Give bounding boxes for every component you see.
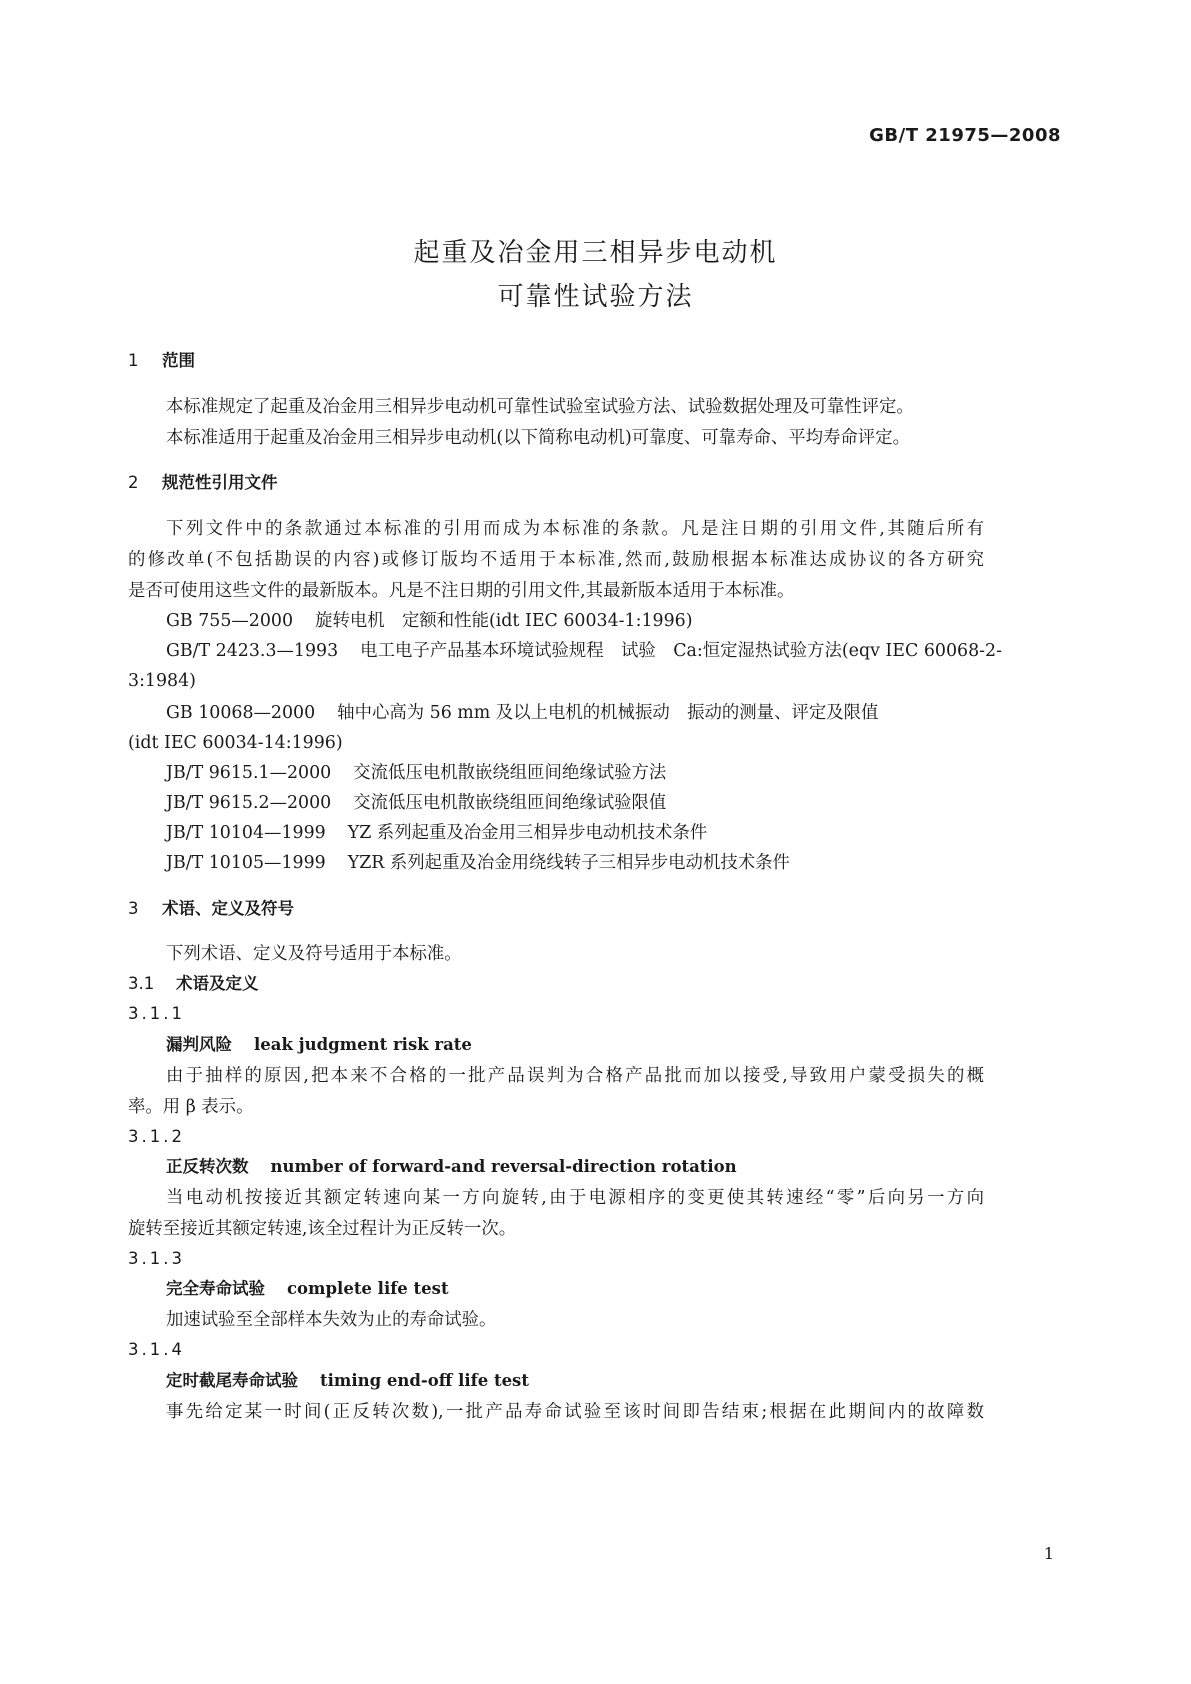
paragraph: 本标准适用于起重及冶金用三相异步电动机(以下简称电动机)可靠度、可靠寿命、平均寿命评定。 (166, 428, 910, 448)
section-title: 规范性引用文件 (162, 473, 278, 492)
page-number: 1 (1043, 1544, 1054, 1563)
term-definition: 旋转至接近其额定转速,该全过程计为正反转一次。 (128, 1219, 517, 1239)
term-cn: 正反转次数 (166, 1157, 249, 1176)
clause-number: 3.1.1 (128, 1004, 185, 1023)
clause-number: 3.1.4 (128, 1340, 185, 1359)
document-title-line2: 可靠性试验方法 (497, 282, 694, 312)
reference-code: JB/T 10105—1999 (166, 853, 326, 873)
term-en: number of forward-and reversal-direction rotation (270, 1157, 737, 1176)
reference-item (166, 762, 666, 784)
term-definition: 率。用 β 表示。 (128, 1097, 254, 1117)
subsection-number: 3.1 (128, 974, 155, 993)
reference-item (166, 822, 707, 844)
clause-number: 3.1.2 (128, 1127, 185, 1146)
paragraph: 是否可使用这些文件的最新版本。凡是不注日期的引用文件,其最新版本适用于本标准。 (128, 581, 795, 601)
subsection-3-1-heading (128, 973, 259, 995)
reference-item (166, 702, 878, 724)
section-title: 范围 (162, 351, 195, 370)
term-cn: 定时截尾寿命试验 (166, 1371, 298, 1390)
reference-code: JB/T 9615.2—2000 (166, 793, 332, 813)
reference-title: 旋转电机 定额和性能(idt IEC 60034-1:1996) (315, 611, 693, 631)
section-2-heading (128, 472, 278, 494)
term-en: timing end-off life test (320, 1371, 529, 1390)
paragraph: 的修改单(不包括勘误的内容)或修订版均不适用于本标准,然而,鼓励根据本标准达成协议的各方研究 (128, 550, 984, 570)
reference-continuation: 3:1984) (128, 671, 196, 691)
reference-code: GB 10068—2000 (166, 703, 316, 723)
reference-title: 交流低压电机散嵌绕组匝间绝缘试验方法 (353, 763, 667, 783)
reference-item (166, 852, 790, 874)
term-heading (166, 1370, 529, 1392)
reference-code: JB/T 10104—1999 (166, 823, 326, 843)
reference-code: GB 755—2000 (166, 611, 294, 631)
term-cn: 漏判风险 (166, 1035, 232, 1054)
reference-title: 轴中心高为 56 mm 及以上电机的机械振动 振动的测量、评定及限值 (337, 703, 879, 723)
clause-number: 3.1.3 (128, 1249, 185, 1268)
section-number: 1 (128, 351, 139, 370)
subsection-title: 术语及定义 (176, 974, 259, 993)
section-title: 术语、定义及符号 (162, 899, 294, 918)
term-cn: 完全寿命试验 (166, 1279, 265, 1298)
term-definition: 当电动机按接近其额定转速向某一方向旋转,由于电源相序的变更使其转速经“零”后向另一方向 (166, 1188, 984, 1208)
reference-title: YZR 系列起重及冶金用绕线转子三相异步电动机技术条件 (347, 853, 790, 873)
paragraph: 下列文件中的条款通过本标准的引用而成为本标准的条款。凡是注日期的引用文件,其随后所有 (166, 519, 984, 539)
term-heading (166, 1034, 472, 1056)
document-title-line1: 起重及冶金用三相异步电动机 (413, 238, 778, 268)
term-heading (166, 1156, 737, 1178)
term-definition: 事先给定某一时间(正反转次数),一批产品寿命试验至该时间即告结束;根据在此期间内的故障数 (166, 1402, 984, 1422)
term-definition: 加速试验至全部样本失效为止的寿命试验。 (166, 1310, 497, 1330)
standard-code: GB/T 21975—2008 (869, 125, 1061, 146)
reference-code: JB/T 9615.1—2000 (166, 763, 332, 783)
section-1-heading (128, 350, 195, 372)
paragraph: 下列术语、定义及符号适用于本标准。 (166, 944, 462, 964)
reference-item (166, 640, 1002, 662)
reference-continuation: (idt IEC 60034-14:1996) (128, 733, 343, 753)
reference-title: 交流低压电机散嵌绕组匝间绝缘试验限值 (353, 793, 667, 813)
term-heading (166, 1278, 449, 1300)
reference-item (166, 610, 693, 632)
term-en: complete life test (287, 1279, 449, 1298)
term-en: leak judgment risk rate (254, 1035, 472, 1054)
section-number: 2 (128, 473, 139, 492)
paragraph: 本标准规定了起重及冶金用三相异步电动机可靠性试验室试验方法、试验数据处理及可靠性评定。 (166, 397, 914, 417)
reference-item (166, 792, 666, 814)
reference-code: GB/T 2423.3—1993 (166, 641, 339, 661)
reference-title: YZ 系列起重及冶金用三相异步电动机技术条件 (347, 823, 708, 843)
term-definition: 由于抽样的原因,把本来不合格的一批产品误判为合格产品批而加以接受,导致用户蒙受损失的概 (166, 1066, 984, 1086)
reference-title: 电工电子产品基本环境试验规程 试验 Ca:恒定湿热试验方法(eqv IEC 60068-2- (360, 641, 1002, 661)
section-number: 3 (128, 899, 139, 918)
section-3-heading (128, 898, 294, 920)
